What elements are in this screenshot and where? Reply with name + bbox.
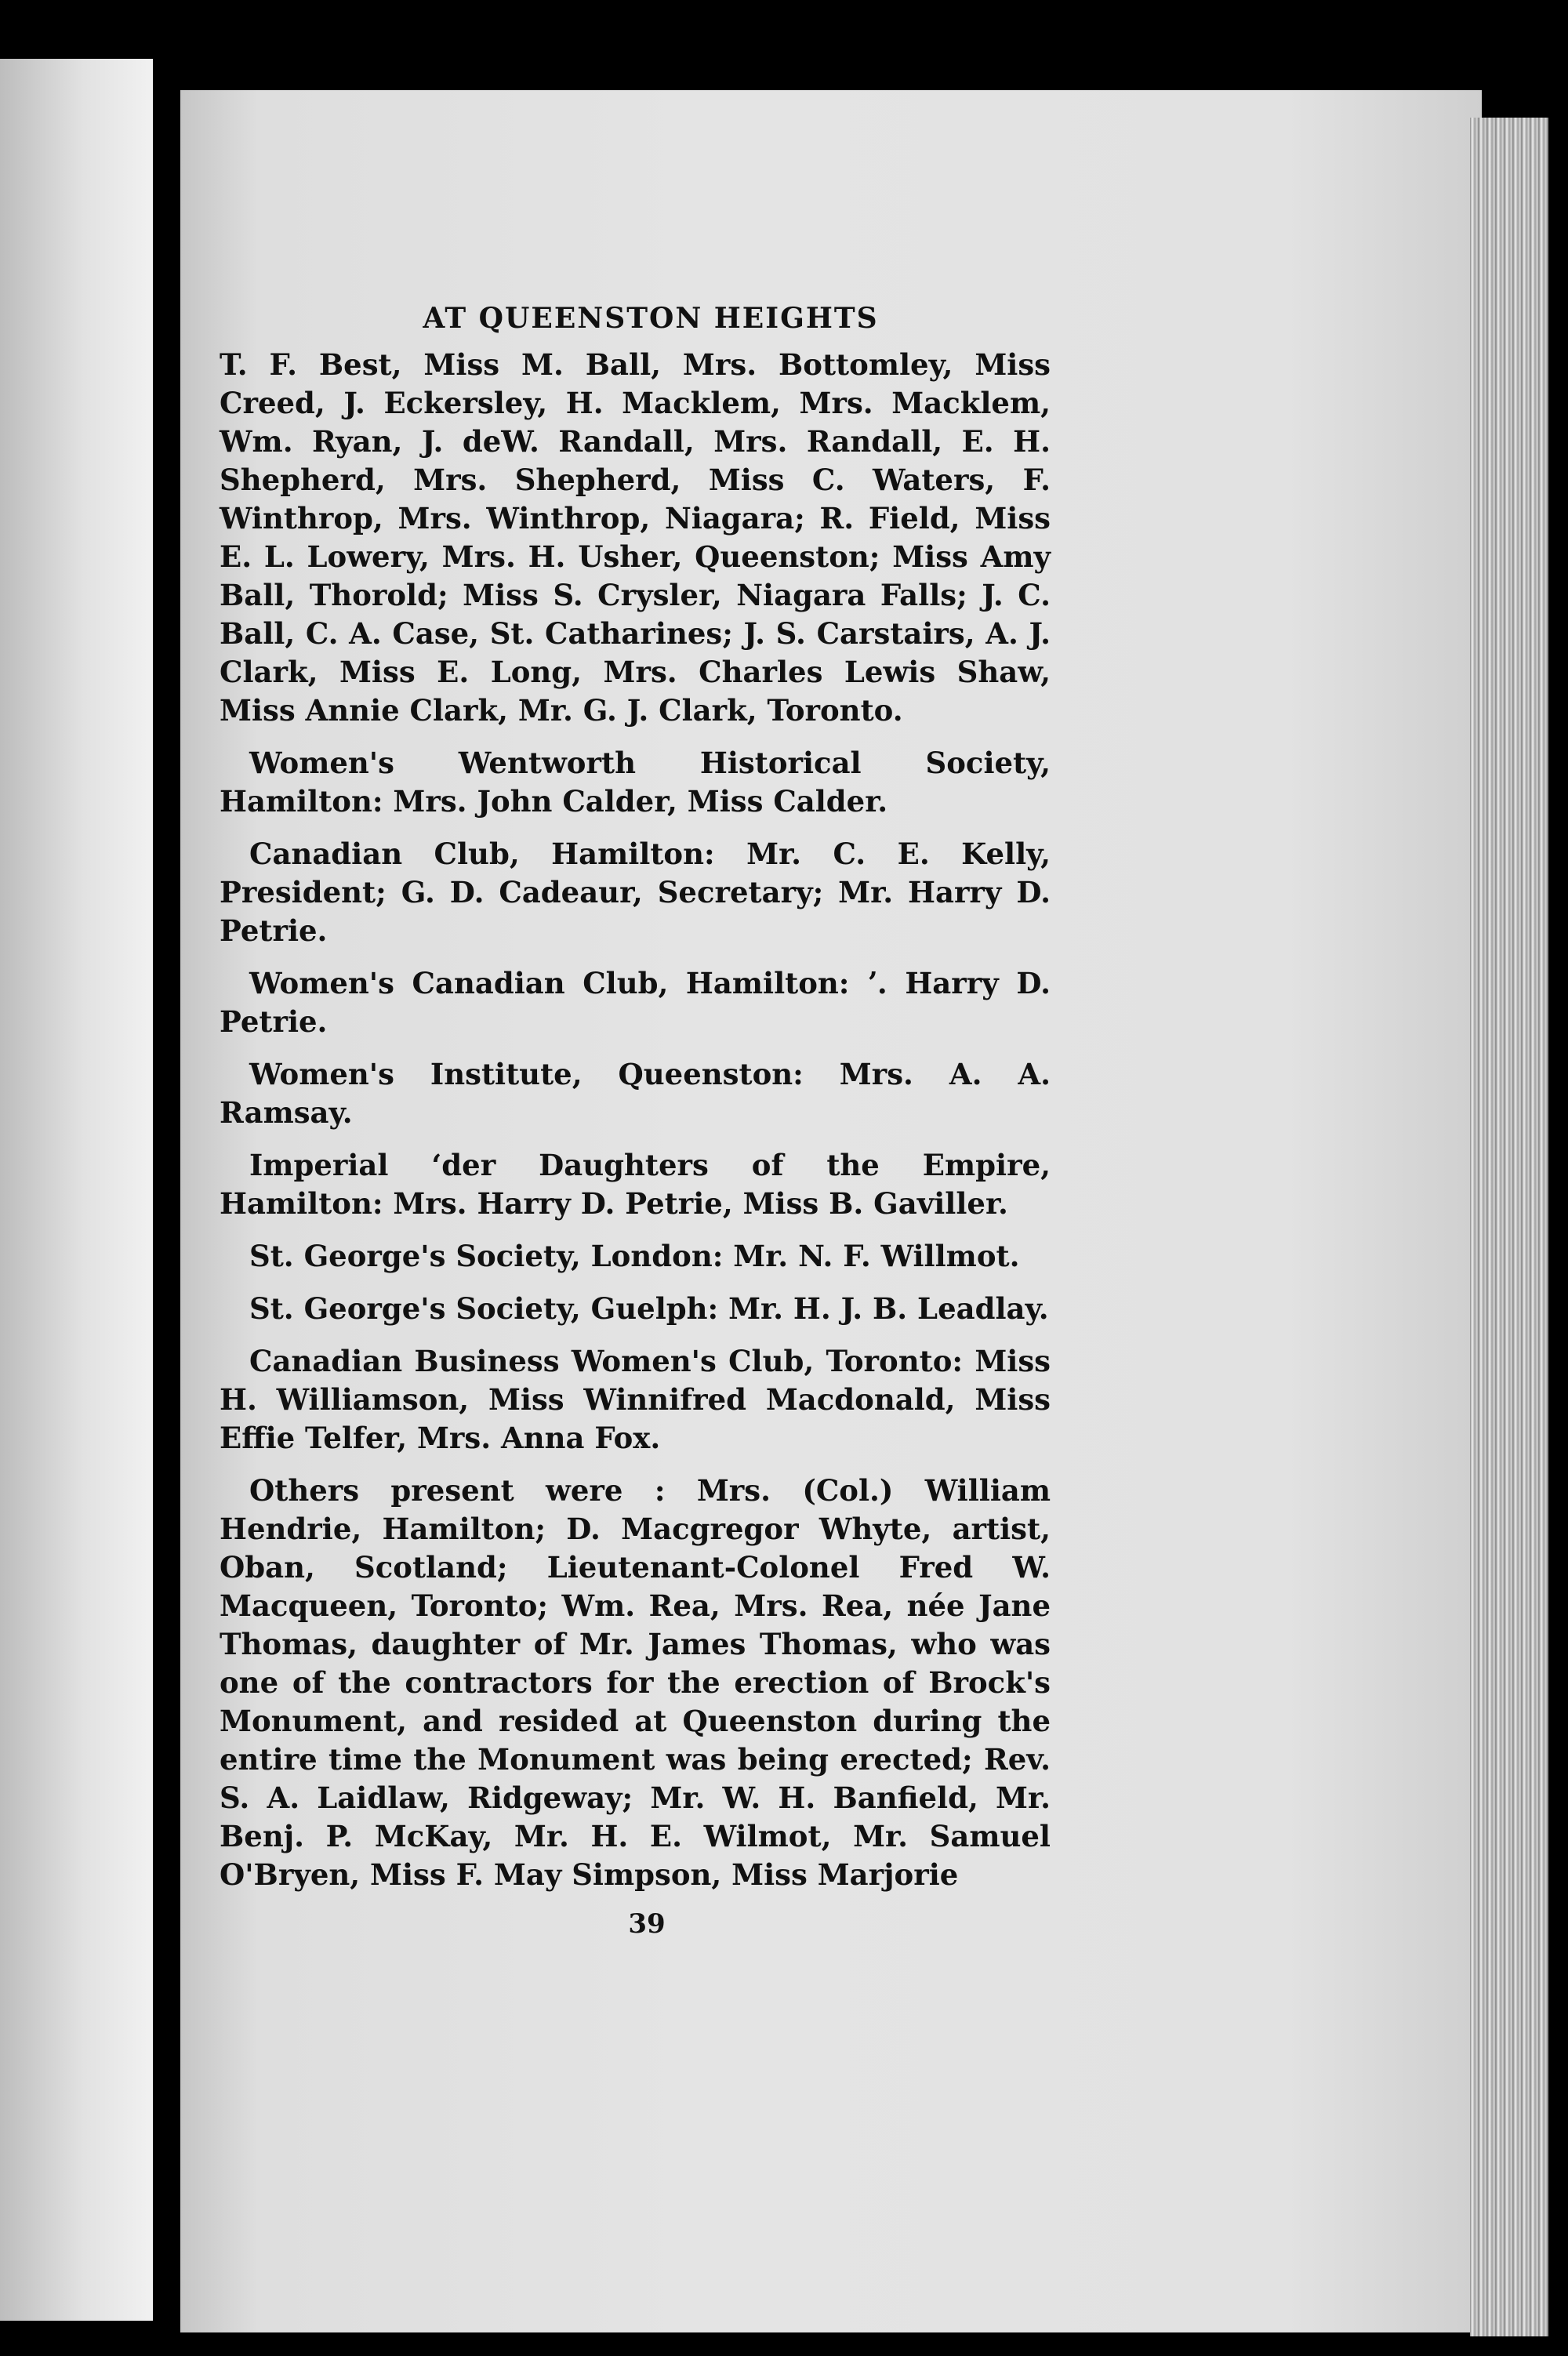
facing-page-edge bbox=[0, 59, 153, 2321]
paragraph-attendees-list: T. F. Best, Miss M. Ball, Mrs. Bottomley, Miss Creed, J. Eckersley, H. Macklem, Mrs. Macklem, Wm. Ryan, J. deW. Randall, Mrs. Randall, E. H. Shepherd, Mrs. Shepherd, Miss C. Waters, F. Winthrop, Mrs. Winthrop, Niagara; R. Field, Miss E. L. Lowery, Mrs. H. Usher, Queenston; Miss Amy Ball, Thorold; Miss S. Crysler, Niagara Falls; J. C. Ball, C. A. Case, St. Catharines; J. S. Carstairs, A. J. Clark, Miss E. Long, Mrs. Charles Lewis Shaw, Miss Annie Clark, Mr. G. J. Clark, Toronto. bbox=[220, 347, 1051, 728]
page-text bbox=[220, 302, 1051, 1940]
paragraph-canadian-club: Canadian Club, Hamilton: Mr. C. E. Kelly, President; G. D. Cadeaur, Secretary; Mr. Harry D. Petrie. bbox=[220, 837, 1051, 948]
page-number: 39 bbox=[628, 1908, 666, 1940]
paragraph-others-present: Others present were : Mrs. (Col.) William Hendrie, Hamilton; D. Macgregor Whyte, artist, Oban, Scotland; Lieutenant-Colonel Fred W. Macqueen, Toronto; Wm. Rea, Mrs. Rea, née Jane Thomas, daughter of Mr. James Thomas, who was one of the contractors for the erection of Brock's Monument, and resided at Queenston during the entire time the Monument was being erected; Rev. S. A. Laidlaw, Ridgeway; Mr. W. H. Banfield, Mr. Benj. P. McKay, Mr. H. E. Wilmot, Mr. Samuel O'Bryen, Miss F. May Simpson, Miss Marjorie bbox=[220, 1473, 1051, 1892]
paragraph-iode: Imperial ‘der Daughters of the Empire, Hamilton: Mrs. Harry D. Petrie, Miss B. Gaviller. bbox=[220, 1148, 1051, 1221]
paragraph-wentworth-society: Women's Wentworth Historical Society, Hamilton: Mrs. John Calder, Miss Calder. bbox=[220, 746, 1051, 819]
paragraph-st-georges-london: St. George's Society, London: Mr. N. F. Willmot. bbox=[249, 1239, 1020, 1273]
paragraph-womens-canadian-club: Women's Canadian Club, Hamilton: ʼ. Harry D. Petrie. bbox=[220, 966, 1051, 1039]
page-edges bbox=[1470, 118, 1548, 2336]
paragraph-business-womens-club: Canadian Business Women's Club, Toronto: Miss H. Williamson, Miss Winnifred Macdonald, Miss Effie Telfer, Mrs. Anna Fox. bbox=[220, 1344, 1051, 1455]
paragraph-womens-institute: Women's Institute, Queenston: Mrs. A. A. Ramsay. bbox=[220, 1057, 1051, 1130]
running-heading: AT QUEENSTON HEIGHTS bbox=[423, 302, 879, 335]
paragraph-st-georges-guelph: St. George's Society, Guelph: Mr. H. J. B. Leadlay. bbox=[249, 1291, 1049, 1326]
